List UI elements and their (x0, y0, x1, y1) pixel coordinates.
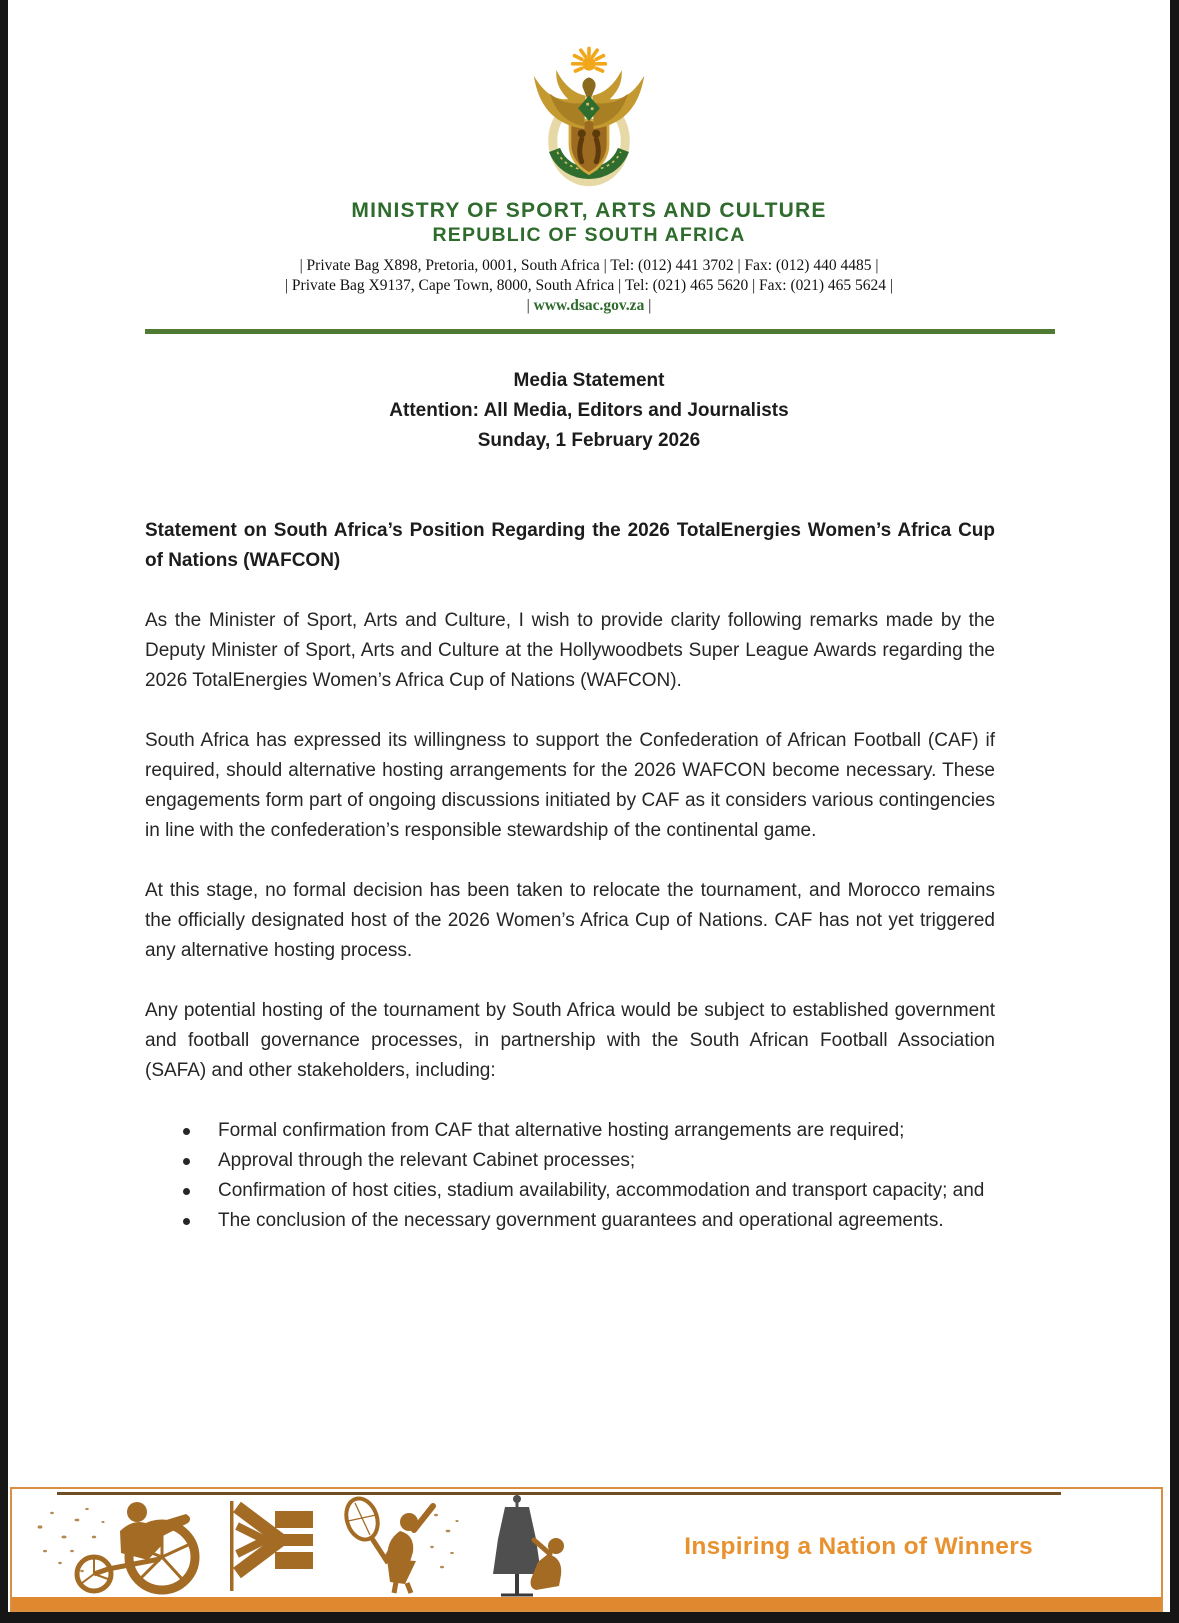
tennis-player-icon (330, 1495, 465, 1595)
wheelchair-racer-icon (30, 1495, 210, 1595)
document-page (8, 0, 1170, 1612)
banner-icon-row (30, 1495, 579, 1594)
south-african-flag-icon (224, 1495, 316, 1595)
ministry-name: MINISTRY OF SPORT, ARTS AND CULTURE (351, 199, 827, 222)
website-pipe-right: | (644, 297, 652, 314)
list-item: Formal confirmation from CAF that alternative hosting arrangements are required; (145, 1116, 995, 1146)
header-divider-rule (145, 329, 1055, 334)
meta-type: Media Statement (513, 370, 665, 391)
statement-title: Statement on South Africa’s Position Regarding the 2026 TotalEnergies Women’s Africa Cup of Nations (WAFCON) (145, 520, 995, 571)
conditions-list (145, 1116, 995, 1236)
contact-line-2: | Private Bag X9137, Cape Town, 8000, South Africa | Tel: (021) 465 5620 | Fax: (021) 465 5624 | (284, 277, 894, 294)
contact-line-1: | Private Bag X898, Pretoria, 0001, South Africa | Tel: (012) 441 3702 | Fax: (012) 440 4485 | (299, 257, 879, 274)
meta-attention: Attention: All Media, Editors and Journalists (389, 400, 789, 421)
banner-bottom-strip (12, 1597, 1161, 1610)
website-line (8, 296, 1170, 316)
republic-name: REPUBLIC OF SOUTH AFRICA (432, 224, 746, 246)
statement-meta (8, 366, 1170, 456)
footer-banner (10, 1487, 1163, 1612)
statement-body (145, 516, 995, 1236)
sa-coat-of-arms-icon (521, 42, 657, 189)
paragraph-4: Any potential hosting of the tournament by South Africa would be subject to established government and football governance processes, in partnership with the South African Football Association (SAFA) and other stakeholders, including: (145, 1000, 995, 1081)
list-item: The conclusion of the necessary government guarantees and operational agreements. (145, 1206, 995, 1236)
paragraph-1: As the Minister of Sport, Arts and Culture, I wish to provide clarity following remarks made by the Deputy Minister of Sport, Arts and Culture at the Hollywoodbets Super League Awards regarding the 2026 TotalEnergies Women’s Africa Cup of Nations (WAFCON). (145, 610, 995, 691)
website-pipe-left: | (526, 297, 534, 314)
contact-block (8, 256, 1170, 316)
paragraph-2: South Africa has expressed its willingness to support the Confederation of African Football (CAF) if required, should alternative hosting arrangements for the 2026 WAFCON become necessary. These engagements form part of ongoing discussions initiated by CAF as it considers various contingencies in line with the confederation’s responsible stewardship of the continental game. (145, 730, 995, 841)
slogan-text: Inspiring a Nation of Winners (684, 1533, 1033, 1560)
meta-date: Sunday, 1 February 2026 (477, 430, 701, 451)
website-url: www.dsac.gov.za (533, 297, 645, 314)
dressmaker-icon (479, 1492, 579, 1598)
paragraph-3: At this stage, no formal decision has been taken to relocate the tournament, and Morocco remains the officially designated host of the 2026 Women’s Africa Cup of Nations. CAF has not yet triggered any alternative hosting process. (145, 880, 995, 961)
header-crest (8, 0, 1170, 194)
list-item: Confirmation of host cities, stadium availability, accommodation and transport capacity; and (145, 1176, 995, 1206)
list-item: Approval through the relevant Cabinet processes; (145, 1146, 995, 1176)
